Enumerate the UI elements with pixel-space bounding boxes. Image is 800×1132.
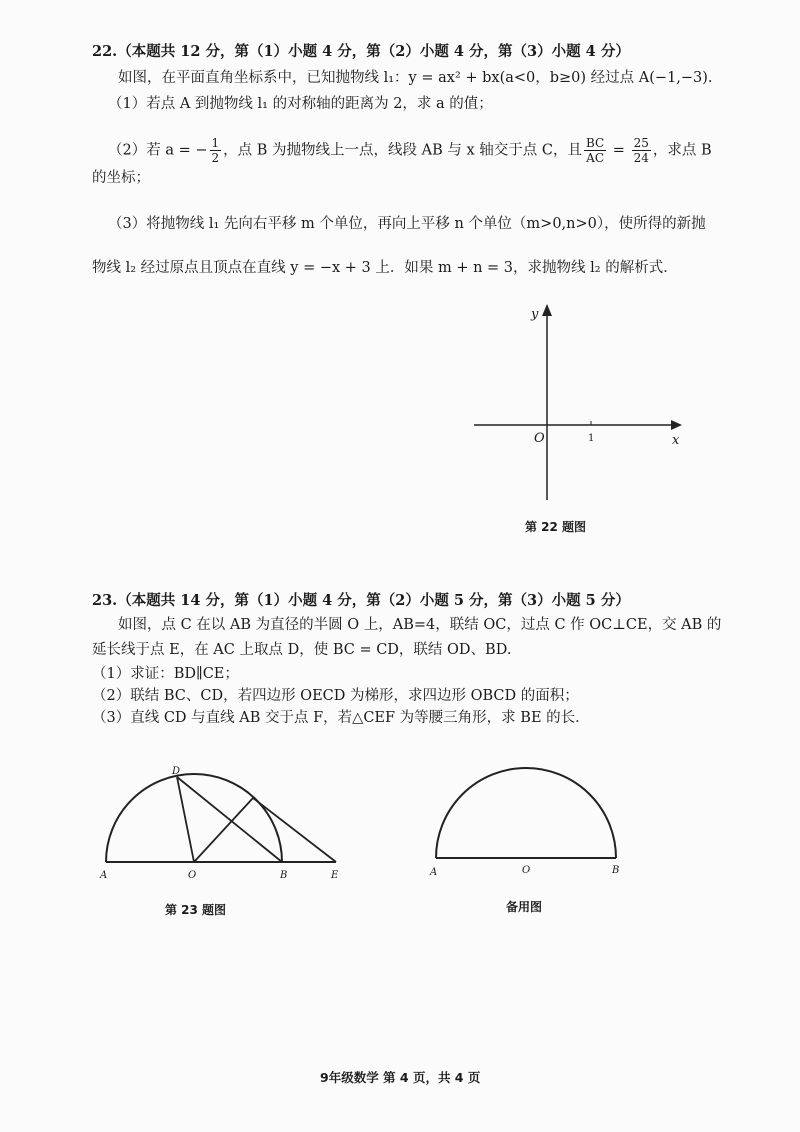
q22-part2-mid: ，点 B 为抛物线上一点，线段 AB 与 x 轴交于点 C，且 [223,142,582,159]
q22-heading: 22.（本题共 12 分，第（1）小题 4 分，第（2）小题 4 分，第（3）小题 4 分） [92,43,630,60]
x-tick-label: 1 [588,433,595,444]
x-axis-label: x [672,433,680,448]
q22-part2-line2: 的坐标； [92,170,150,186]
label-E: E [331,870,339,881]
origin-label: O [534,431,545,446]
q22-part2-eq: = [608,142,630,159]
q22-part2-post: ，求点 B [652,142,712,159]
backup-label-O: O [522,865,531,876]
q23-heading: 23.（本题共 14 分，第（1）小题 4 分，第（2）小题 5 分，第（3）小题 5 分） [92,592,630,609]
q23-intro-line1: 如图，点 C 在以 AB 为直径的半圆 O 上，AB=4，联结 OC，过点 C 作 OC⊥CE，交 AB 的 [118,617,722,633]
fraction-one-half: $\frac{1}{2}$ [211,136,220,165]
y-axis-label: y [531,307,539,322]
q23-figure-caption: 第 23 题图 [165,903,227,917]
fraction-25-24: $\frac{25}{24}$ [633,136,649,165]
q22-intro: 如图，在平面直角坐标系中，已知抛物线 l₁：y = ax² + bx(a<0，b≥0) 经过点 A(−1,−3). [118,70,713,86]
label-B: B [280,870,288,881]
q22-part3-line2: 物线 l₂ 经过原点且顶点在直线 y = −x + 3 上．如果 m + n = 3，求抛物线 l₂ 的解析式． [92,260,678,276]
q22-part2-pre: （2）若 a = − [108,142,208,159]
page-footer: 9年级数学 第 4 页，共 4 页 [320,1070,481,1085]
q23-part3: （3）直线 CD 与直线 AB 交于点 F，若△CEF 为等腰三角形，求 BE 的长． [92,710,590,726]
fraction-bc-ac: $\frac{BC}{AC}$ [585,136,605,165]
backup-figure-caption: 备用图 [506,900,543,914]
q22-part3-line1: （3）将抛物线 l₁ 先向右平移 m 个单位，再向上平移 n 个单位（m>0,n>0），使所得的新抛 [108,216,706,232]
label-O: O [188,870,197,881]
backup-semicircle-arc [436,768,616,858]
backup-label-A: A [430,867,438,878]
label-D: D [172,766,181,777]
label-A: A [100,870,108,881]
q23-part1: （1）求证：BD∥CE； [92,666,239,682]
q23-intro-line2: 延长线于点 E，在 AC 上取点 D，使 BC = CD，联结 OD、BD. [92,642,512,658]
q22-part1: （1）若点 A 到抛物线 l₁ 的对称轴的距离为 2，求 a 的值； [108,96,493,112]
q22-figure-caption: 第 22 题图 [525,520,587,534]
backup-label-B: B [612,865,620,876]
q23-part2: （2）联结 BC、CD，若四边形 OECD 为梯形，求四边形 OBCD 的面积； [92,688,579,704]
